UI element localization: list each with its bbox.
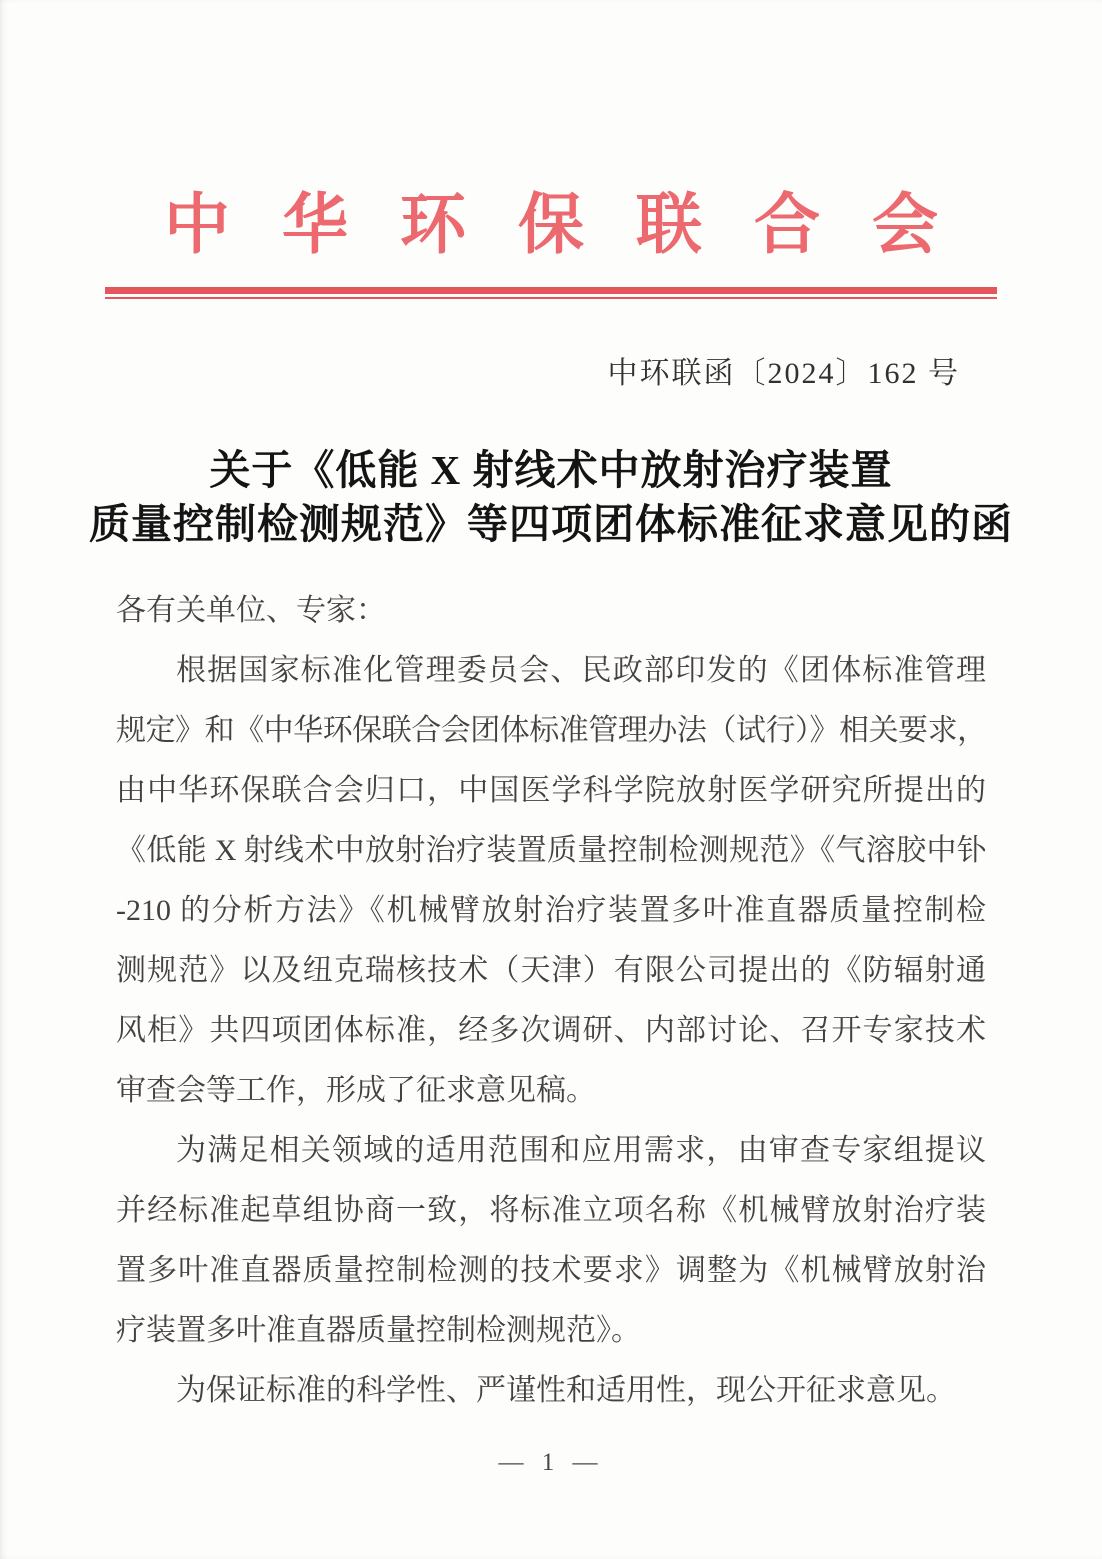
body-line: 由中华环保联合会归口，中国医学科学院放射医学研究所提出的 [116, 774, 986, 807]
body-line: -210 的分析方法》《机械臂放射治疗装置多叶准直器质量控制检 [116, 894, 986, 927]
body-line: 根据国家标准化管理委员会、民政部印发的《团体标准管理 [176, 654, 986, 687]
title-line-2: 质量控制检测规范》等四项团体标准征求意见的函 [89, 501, 1013, 547]
body-line: 审查会等工作，形成了征求意见稿。 [116, 1074, 596, 1107]
body-line: 并经标准起草组协商一致，将标准立项名称《机械臂放射治疗装 [116, 1194, 986, 1227]
body-line: 风柜》共四项团体标准，经多次调研、内部讨论、召开专家技术 [116, 1014, 986, 1047]
body-line: 为满足相关领域的适用范围和应用需求，由审查专家组提议 [176, 1134, 986, 1167]
salutation: 各有关单位、专家： [116, 594, 386, 627]
body-line: 规定》和《中华环保联合会团体标准管理办法（试行）》相关要求， [116, 714, 986, 747]
body-line: 测规范》以及纽克瑞核技术（天津）有限公司提出的《防辐射通 [116, 954, 986, 987]
document-body [116, 581, 986, 1421]
letterhead-rule-thick [105, 287, 997, 294]
body-line: 疗装置多叶准直器质量控制检测规范》。 [116, 1314, 641, 1347]
document-number: 中环联函〔2024〕162 号 [607, 357, 960, 390]
body-line: 置多叶准直器质量控制检测的技术要求》调整为《机械臂放射治 [116, 1254, 986, 1287]
body-line: 为保证标准的科学性、严谨性和适用性，现公开征求意见。 [176, 1374, 956, 1407]
letterhead-org-name: 中华环保联合会 [164, 189, 990, 262]
body-line: 《低能 X 射线术中放射治疗装置质量控制检测规范》《气溶胶中钋 [116, 834, 986, 867]
letterhead-rule-thin [105, 297, 997, 299]
page-number: — 1 — [498, 1449, 604, 1476]
title-line-1: 关于《低能 X 射线术中放射治疗装置 [209, 447, 893, 493]
document-title [0, 443, 1102, 551]
